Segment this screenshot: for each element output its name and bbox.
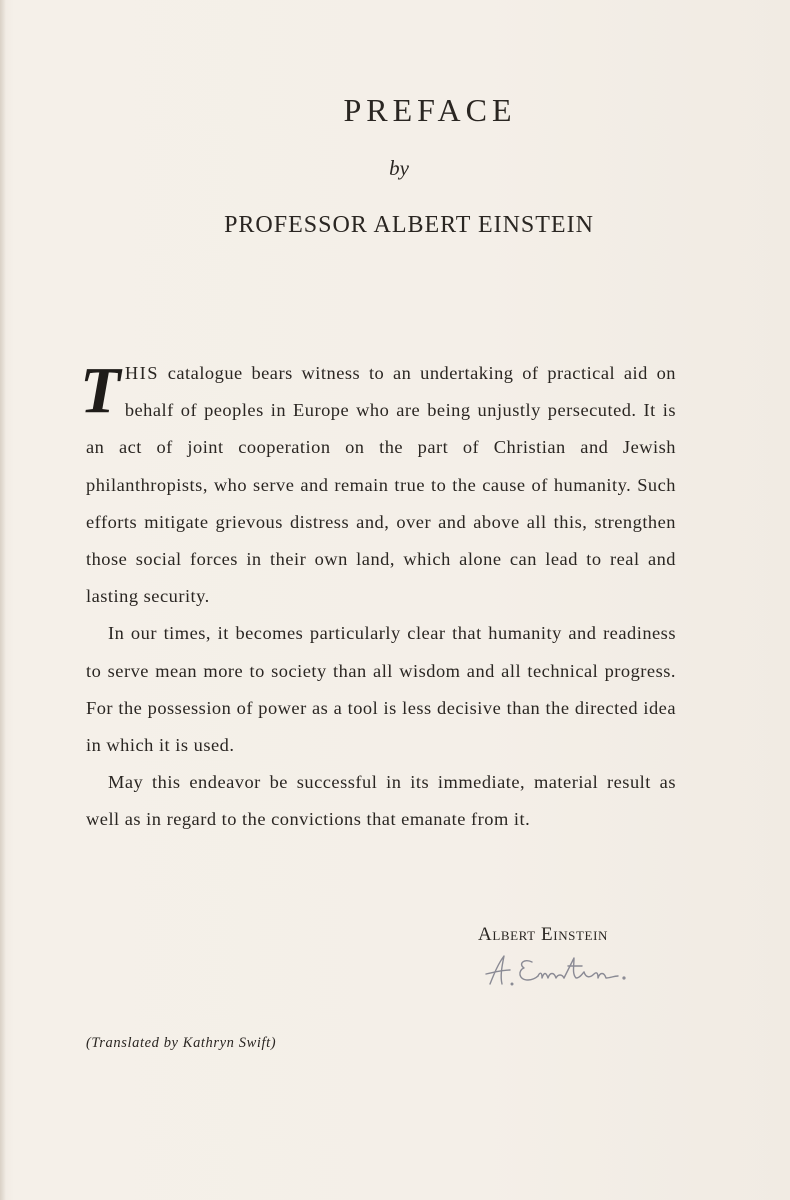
paragraph-3: May this endeavor be successful in its immediate, material result as well as in regard to the convictions that emanate from it. [86,772,676,830]
preface-body [80,354,676,839]
paragraph-2: In our times, it becomes particularly clear that humanity and readiness to serve mean more to society than all wisdom and all technical progress. For the possession of power as a tool is less decisive than the directed idea in which it is used. [86,623,676,756]
author-name: PROFESSOR ALBERT EINSTEIN [224,212,594,238]
lead-word: HIS [124,363,159,383]
translator-note: (Translated by Kathryn Swift) [86,1035,277,1051]
preface-title: PREFACE [343,92,517,128]
drop-cap: T [80,354,121,427]
paragraph-1-text: catalogue bears witness to an undertaking of practical aid on behalf of peoples in Europe who are being unjustly persecuted. It is an act of joint cooperation on the part of Christian and Jewish philanthropists, who serve and remain true to the cause of humanity. Such efforts mitigate grievous distress and, over and above all this, strengthen those social forces in their own land, which alone can lead to real and lasting security. [86,363,676,607]
byline-word: by [389,156,409,180]
signatory-name: Albert Einstein [478,924,609,945]
handwritten-signature [478,948,658,994]
paragraph-1 [80,354,676,615]
